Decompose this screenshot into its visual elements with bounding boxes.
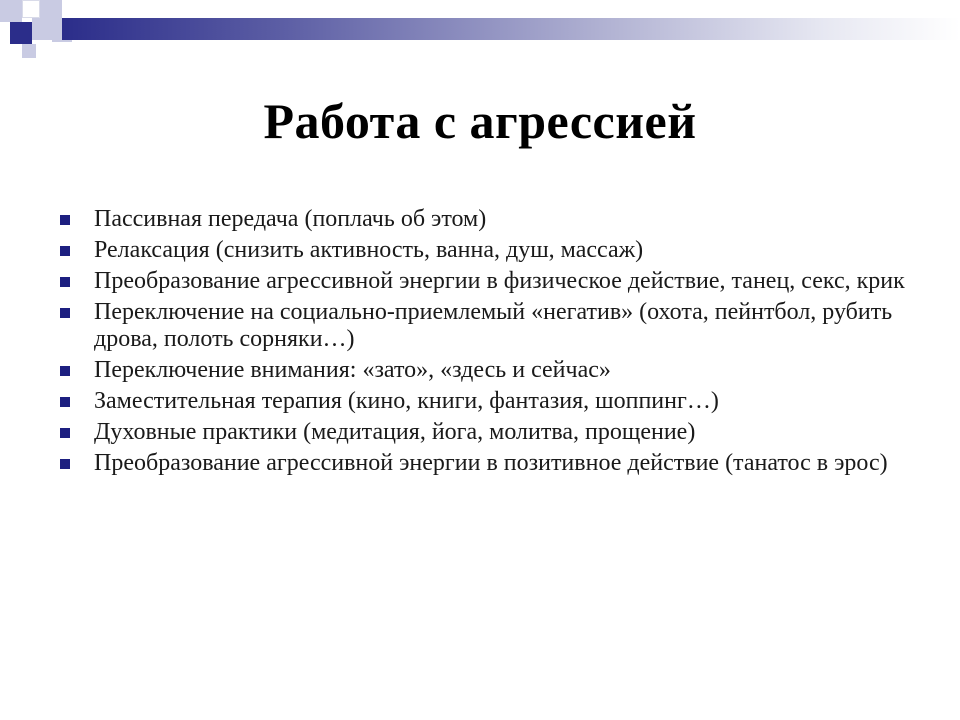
gradient-bar [62,18,960,40]
square-bullet-icon [60,397,70,407]
bullet-list [58,206,918,481]
list-item-text: Духовные практики (медитация, йога, молитва, прощение) [94,419,696,445]
decor-square-dark [10,22,32,44]
list-item [58,388,918,415]
list-item [58,450,918,477]
list-item-text: Переключение внимания: «зато», «здесь и сейчас» [94,357,611,383]
list-item-text: Преобразование агрессивной энергии в позитивное действие (танатос в эрос) [94,450,888,476]
list-item [58,299,918,353]
square-bullet-icon [60,277,70,287]
square-bullet-icon [60,308,70,318]
decor-square [0,0,22,22]
square-bullet-icon [60,428,70,438]
list-item [58,268,918,295]
list-item [58,206,918,233]
list-item [58,357,918,384]
decor-square [22,44,36,58]
square-bullet-icon [60,366,70,376]
list-item [58,419,918,446]
list-item-text: Переключение на социально-приемлемый «негатив» (охота, пейнтбол, рубить дрова, полоть сорняки…) [94,299,893,352]
list-item [58,237,918,264]
decor-square [32,18,54,40]
list-item-text: Заместительная терапия (кино, книги, фантазия, шоппинг…) [94,388,719,414]
slide-title: Работа с агрессией [263,93,697,149]
list-item-text: Пассивная передача (поплачь об этом) [94,206,487,232]
header-decoration [0,0,960,60]
square-bullet-icon [60,459,70,469]
list-item-text: Релаксация (снизить активность, ванна, душ, массаж) [94,237,644,263]
decor-square [22,0,40,18]
list-item-text: Преобразование агрессивной энергии в физическое действие, танец, секс, крик [94,268,905,294]
square-bullet-icon [60,246,70,256]
square-bullet-icon [60,215,70,225]
